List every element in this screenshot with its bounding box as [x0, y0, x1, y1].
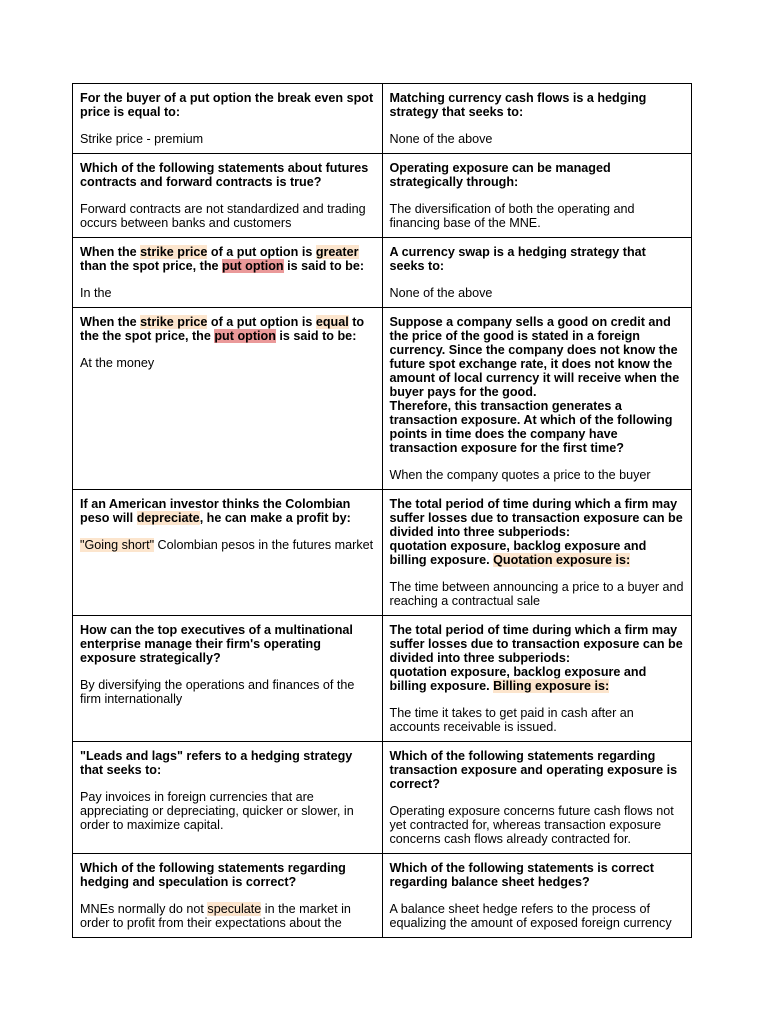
table-row: [73, 308, 692, 490]
question-fragment: of a put option is: [207, 245, 316, 259]
question-text: Therefore, this transaction generates a transaction exposure. At which of the following points in time does the company have transaction exposure for the first time?: [389, 399, 673, 455]
table-cell: [382, 854, 692, 938]
highlighted-term: Quotation exposure is:: [493, 553, 631, 567]
question-text: [80, 497, 375, 525]
answer-text: The time it takes to get paid in cash after an accounts receivable is issued.: [389, 706, 634, 734]
question-text: Which of the following statements about futures contracts and forward contracts is true?: [80, 161, 369, 189]
answer-text: In the: [80, 286, 112, 300]
question-text: How can the top executives of a multinational enterprise manage their firm's operating exposure strategically?: [80, 623, 353, 665]
question-text: A currency swap is a hedging strategy that seeks to:: [389, 245, 646, 273]
question-text: Matching currency cash flows is a hedging strategy that seeks to:: [389, 91, 647, 119]
table-cell: [73, 742, 383, 854]
highlighted-term: depreciate: [136, 511, 200, 525]
table-cell: [73, 854, 383, 938]
answer-fragment: in the market in order to profit from their expectations about the: [80, 902, 351, 930]
table-row: [73, 84, 692, 154]
qa-table: [72, 83, 692, 938]
highlighted-term: put option: [214, 329, 276, 343]
answer-text: None of the above: [389, 286, 493, 300]
question-text: Which of the following statements regarding hedging and speculation is correct?: [80, 861, 346, 889]
table-row: [73, 616, 692, 742]
question-text: Operating exposure can be managed strategically through:: [389, 161, 611, 189]
highlighted-term: strike price: [140, 245, 208, 259]
highlighted-term: speculate: [207, 902, 262, 916]
table-cell: [382, 154, 692, 238]
highlighted-term: greater: [315, 245, 359, 259]
answer-text: The diversification of both the operating and financing base of the MNE.: [389, 202, 635, 230]
answer-text: A balance sheet hedge refers to the process of equalizing the amount of exposed foreign currency: [389, 902, 672, 930]
question-fragment: When the: [80, 245, 141, 259]
answer-text: Operating exposure concerns future cash flows not yet contracted for, whereas transaction exposure concerns cash flows already contracted for.: [389, 804, 674, 846]
question-text: For the buyer of a put option the break even spot price is equal to:: [80, 91, 374, 119]
table-cell: [73, 308, 383, 490]
answer-text: Forward contracts are not standardized and trading occurs between banks and customers: [80, 202, 366, 230]
question-fragment: quotation exposure, backlog exposure and billing exposure.: [389, 665, 647, 693]
question-text: [390, 539, 685, 567]
table-cell: [382, 308, 692, 490]
highlighted-term: "Going short": [80, 538, 155, 552]
question-text: Which of the following statements is correct regarding balance sheet hedges?: [389, 861, 654, 889]
answer-text: The time between announcing a price to a buyer and reaching a contractual sale: [389, 580, 684, 608]
answer-fragment: Colombian pesos in the futures market: [154, 538, 374, 552]
question-fragment: to the the spot price, the: [80, 315, 365, 343]
answer-text: [80, 538, 375, 552]
table-cell: [73, 490, 383, 616]
table-cell: [382, 490, 692, 616]
highlighted-term: put option: [222, 259, 284, 273]
question-fragment: than the spot price, the: [80, 259, 223, 273]
question-fragment: When the: [80, 315, 141, 329]
table-cell: [73, 616, 383, 742]
highlighted-term: Billing exposure is:: [493, 679, 610, 693]
question-text: [390, 665, 685, 693]
question-fragment: , he can make a profit by:: [199, 511, 351, 525]
table-cell: [382, 84, 692, 154]
answer-text: When the company quotes a price to the buyer: [389, 468, 651, 482]
answer-text: [80, 902, 375, 930]
question-text: Which of the following statements regarding transaction exposure and operating exposure is correct?: [389, 749, 678, 791]
table-cell: [73, 154, 383, 238]
table-cell: [382, 742, 692, 854]
table-cell: [73, 84, 383, 154]
question-text: [80, 245, 375, 273]
table-row: [73, 238, 692, 308]
answer-text: Strike price - premium: [80, 132, 204, 146]
table-row: [73, 490, 692, 616]
answer-text: By diversifying the operations and finances of the firm internationally: [80, 678, 355, 706]
table-cell: [382, 616, 692, 742]
answer-text: At the money: [80, 356, 155, 370]
answer-text: None of the above: [389, 132, 493, 146]
question-text: Suppose a company sells a good on credit and the price of the good is stated in a foreign currency. Since the company does not know the future spot exchange rate, it does not know the amount of local currency it will receive when the buyer pays for the good.: [389, 315, 680, 399]
answer-text: Pay invoices in foreign currencies that are appreciating or depreciating, quicker or slower, in order to maximize capital.: [80, 790, 354, 832]
highlighted-term: strike price: [140, 315, 208, 329]
question-fragment: of a put option is: [207, 315, 316, 329]
question-fragment: If an American investor thinks the Colombian peso will: [80, 497, 351, 525]
answer-fragment: MNEs normally do not: [80, 902, 208, 916]
question-text: The total period of time during which a firm may suffer losses due to transaction exposure can be divided into three subperiods:: [389, 497, 683, 539]
table-cell: [73, 238, 383, 308]
question-fragment: is said to be:: [283, 259, 365, 273]
table-row: [73, 154, 692, 238]
table-row: [73, 742, 692, 854]
question-text: The total period of time during which a firm may suffer losses due to transaction exposure can be divided into three subperiods:: [389, 623, 683, 665]
table-row: [73, 854, 692, 938]
table-cell: [382, 238, 692, 308]
question-fragment: quotation exposure, backlog exposure and billing exposure.: [389, 539, 647, 567]
question-text: "Leads and lags" refers to a hedging strategy that seeks to:: [80, 749, 353, 777]
question-fragment: is said to be:: [275, 329, 357, 343]
question-text: [80, 315, 375, 343]
highlighted-term: equal: [315, 315, 349, 329]
